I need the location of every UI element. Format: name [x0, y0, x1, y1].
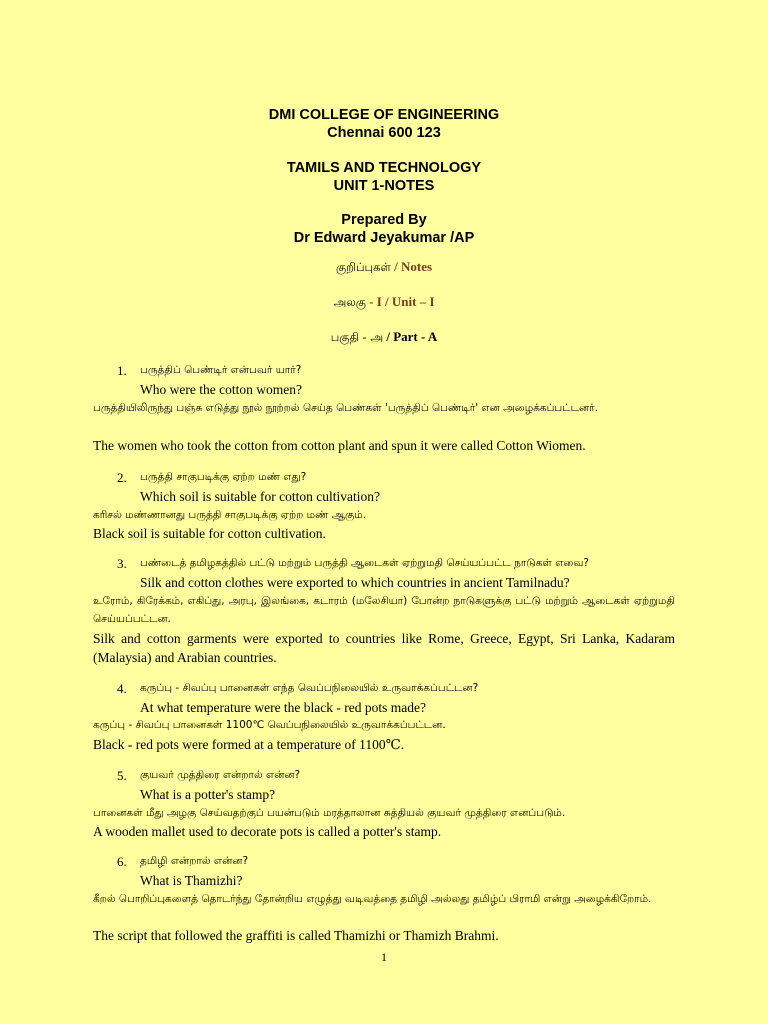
question-tamil: பருத்தி சாகுபடிக்கு ஏற்ற மண் எது?: [140, 471, 307, 483]
question-number: 6.: [117, 854, 127, 869]
answer-english: Black soil is suitable for cotton cultivation.: [93, 526, 326, 541]
question-english: Which soil is suitable for cotton cultivation?: [140, 489, 380, 504]
answer-tamil: கரிசல் மண்ணானது பருத்தி சாகுபடிக்கு ஏற்ற மண் ஆகும்.: [93, 509, 367, 521]
part-heading-tamil: பகுதி - அ: [330, 330, 384, 344]
answer-english: Black - red pots were formed at a temperature of 1100℃.: [93, 737, 405, 752]
college-city: Chennai 600 123: [327, 125, 441, 141]
question-number: 4.: [117, 681, 127, 696]
answer-tamil: பானைகள் மீது அழகு செய்வதற்குப் பயன்படும் மரத்தாலான சுத்தியல் குயவர் முத்திரை எனப்படும்.: [93, 807, 566, 819]
question-number: 3.: [117, 556, 127, 571]
part-heading-english: / Part - A: [383, 329, 438, 344]
question-english: Silk and cotton clothes were exported to which countries in ancient Tamilnadu?: [140, 575, 570, 590]
question-number: 1.: [117, 363, 127, 378]
answer-english: A wooden mallet used to decorate pots is called a potter's stamp.: [93, 824, 442, 839]
prepared-by-label: Prepared By: [341, 212, 427, 228]
question-english: What is a potter's stamp?: [140, 787, 276, 802]
answer-english: Silk and cotton garments were exported to countries like Rome, Greece, Egypt, Sri Lanka, Kadaram (Malaysia) and Arabian countries.: [93, 631, 675, 665]
author-name: Dr Edward Jeyakumar /AP: [293, 230, 475, 246]
question-english: What is Thamizhi?: [140, 873, 243, 888]
question-english: Who were the cotton women?: [140, 382, 302, 397]
college-name: DMI COLLEGE OF ENGINEERING: [268, 107, 500, 123]
question-tamil: குயவர் முத்திரை என்றால் என்ன?: [140, 769, 301, 781]
answer-tamil: கீறல் பொறிப்புகளைத் தொடர்ந்து தோன்றிய எழுத்து வடிவத்தை தமிழி அல்லது தமிழ்ப் பிராமி என்று அழைக்கிறோம்.: [93, 893, 652, 905]
answer-tamil: உரோம், கிரேக்கம், எகிப்து, அரபு, இலங்கை, கடாரம் (மலேசியா) போன்ற நாடுகளுக்கு பட்டு மற்றும் ஆடைகள் ஏற்றுமதி செய்யப்பட்டன.: [93, 595, 675, 625]
question-number: 2.: [117, 470, 127, 485]
unit-title: UNIT 1-NOTES: [333, 178, 435, 194]
unit-heading: [0, 294, 768, 311]
question-tamil: கருப்பு - சிவப்பு பானைகள் எந்த வெப்பநிலையில் உருவாக்கப்பட்டன?: [140, 682, 479, 694]
answer-english: The script that followed the graffiti is called Thamizhi or Thamizh Brahmi.: [93, 928, 499, 943]
answer-tamil: கருப்பு - சிவப்பு பானைகள் 1100℃ வெப்பநிலையில் உருவாக்கப்பட்டன.: [93, 719, 446, 731]
question-tamil: பண்டைத் தமிழகத்தில் பட்டு மற்றும் பருத்தி ஆடைகள் ஏற்றுமதி செய்யப்பட்ட நாடுகள் எவை?: [140, 557, 589, 569]
page-number: 1: [381, 950, 387, 964]
question-english: At what temperature were the black - red pots made?: [140, 700, 426, 715]
notes-heading-tamil: குறிப்புகள்: [335, 260, 391, 274]
notes-heading-english: / Notes: [390, 259, 433, 274]
notes-heading: [0, 259, 768, 276]
unit-heading-tamil: அலகு: [333, 295, 366, 309]
question-number: 5.: [117, 768, 127, 783]
answer-english: The women who took the cotton from cotton plant and spun it were called Cotton Wiomen.: [93, 438, 586, 453]
question-tamil: பருத்திப் பெண்டிர் என்பவர் யார்?: [140, 364, 302, 376]
part-heading: [0, 329, 768, 346]
course-title: TAMILS AND TECHNOLOGY: [286, 160, 482, 176]
question-tamil: தமிழி என்றால் என்ன?: [140, 855, 249, 867]
unit-heading-english: - I / Unit – I: [365, 294, 435, 309]
answer-tamil: பருத்தியிலிருந்து பஞ்சு எடுத்து நூல் நூற்றல் செய்த பெண்கள் 'பருத்திப் பெண்டிர்' என அழைக்கப்பட்டனர்.: [93, 402, 598, 414]
